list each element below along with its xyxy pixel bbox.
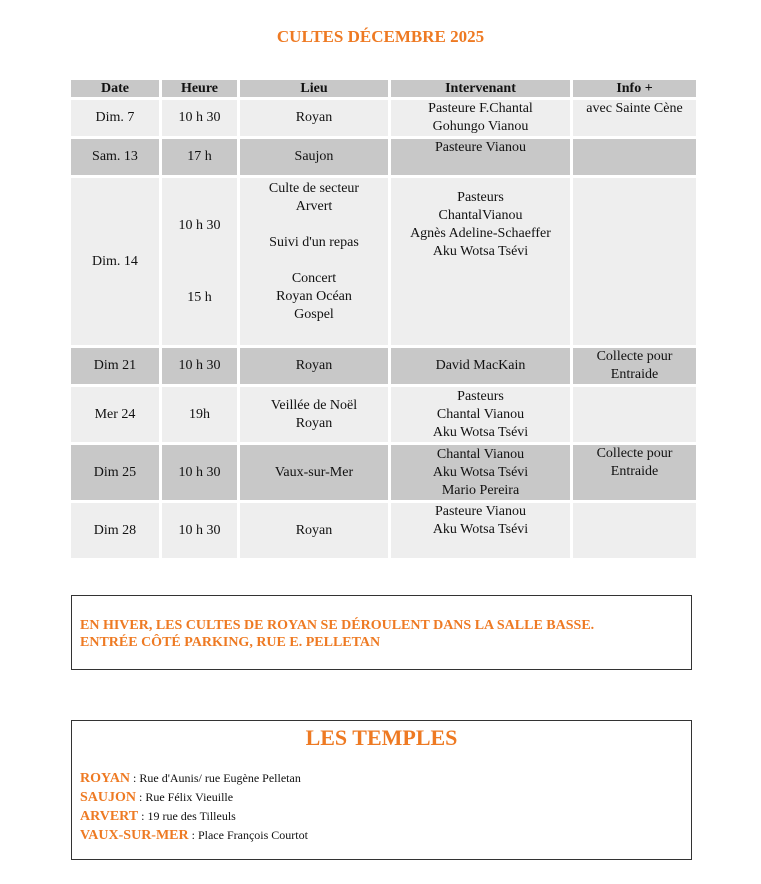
cell-date: Dim. 14	[71, 178, 159, 348]
table-header-row	[71, 80, 696, 100]
list-item	[80, 807, 308, 826]
header-heure: Heure	[162, 80, 237, 100]
cell-intervenant: Pasteure Vianou	[391, 139, 570, 178]
cell-intervenant: Chantal Vianou Aku Wotsa Tsévi Mario Pereira	[391, 445, 570, 503]
cell-lieu: Saujon	[240, 139, 388, 178]
cell-date: Dim 25	[71, 445, 159, 503]
temple-name: ARVERT	[80, 809, 139, 824]
notice-line-1: EN HIVER, LES CULTES DE ROYAN SE DÉROULENT DANS LA SALLE BASSE.	[80, 618, 595, 633]
table-row	[71, 348, 696, 387]
notice-line-2: ENTRÉE CÔTÉ PARKING, RUE E. PELLETAN	[80, 635, 381, 650]
cell-lieu: Vaux-sur-Mer	[240, 445, 388, 503]
cell-info: avec Sainte Cène	[573, 100, 696, 139]
header-lieu: Lieu	[240, 80, 388, 100]
cell-info	[573, 387, 696, 445]
table-row	[71, 503, 696, 561]
services-table	[68, 80, 699, 561]
cell-heure: 10 h 30	[162, 348, 237, 387]
cell-heure: 10 h 30	[162, 445, 237, 503]
cell-date: Sam. 13	[71, 139, 159, 178]
cell-date: Dim 21	[71, 348, 159, 387]
temples-heading: LES TEMPLES	[305, 725, 458, 750]
temple-address: : Rue d'Aunis/ rue Eugène Pelletan	[130, 771, 301, 785]
cell-info	[573, 139, 696, 178]
cell-heure: 17 h	[162, 139, 237, 178]
header-info: Info +	[573, 80, 696, 100]
cell-lieu: Culte de secteur Arvert Suivi d'un repas Concert Royan Océan Gospel	[240, 178, 388, 348]
temple-name: SAUJON	[80, 790, 137, 805]
cell-lieu: Royan	[240, 503, 388, 561]
header-date: Date	[71, 80, 159, 100]
cell-date: Mer 24	[71, 387, 159, 445]
cell-intervenant: Pasteure Vianou Aku Wotsa Tsévi	[391, 503, 570, 561]
page-title: CULTES DÉCEMBRE 2025	[276, 27, 485, 46]
temples-box	[71, 720, 692, 860]
cell-date: Dim 28	[71, 503, 159, 561]
cell-info	[573, 178, 696, 348]
cell-intervenant: Pasteure F.Chantal Gohungo Vianou	[391, 100, 570, 139]
cell-info	[573, 503, 696, 561]
temple-name: VAUX-SUR-MER	[80, 828, 189, 843]
cell-heure: 19h	[162, 387, 237, 445]
table-row	[71, 387, 696, 445]
cell-lieu: Royan	[240, 100, 388, 139]
list-item	[80, 788, 308, 807]
winter-notice	[71, 595, 692, 670]
cell-intervenant: Pasteurs Chantal Vianou Aku Wotsa Tsévi	[391, 387, 570, 445]
cell-heure: 10 h 30	[162, 100, 237, 139]
temple-name: ROYAN	[80, 771, 131, 786]
temple-address: : Place François Courtot	[188, 828, 308, 842]
cell-intervenant: Pasteurs ChantalVianou Agnès Adeline-Schaeffer Aku Wotsa Tsévi	[391, 178, 570, 348]
cell-heure: 10 h 30	[162, 503, 237, 561]
temple-address: : Rue Félix Vieuille	[136, 790, 234, 804]
cell-info: Collecte pour Entraide	[573, 348, 696, 387]
table-row	[71, 178, 696, 348]
header-intervenant: Intervenant	[391, 80, 570, 100]
table-row	[71, 445, 696, 503]
cell-info: Collecte pour Entraide	[573, 445, 696, 503]
list-item	[80, 826, 308, 845]
table-row	[71, 139, 696, 178]
cell-lieu: Royan	[240, 348, 388, 387]
temple-address: : 19 rue des Tilleuls	[138, 809, 236, 823]
list-item	[80, 769, 308, 788]
cell-intervenant: David MacKain	[391, 348, 570, 387]
temples-list	[80, 769, 308, 845]
cell-date: Dim. 7	[71, 100, 159, 139]
cell-lieu: Veillée de Noël Royan	[240, 387, 388, 445]
cell-heure: 10 h 30 15 h	[162, 178, 237, 348]
table-row	[71, 100, 696, 139]
